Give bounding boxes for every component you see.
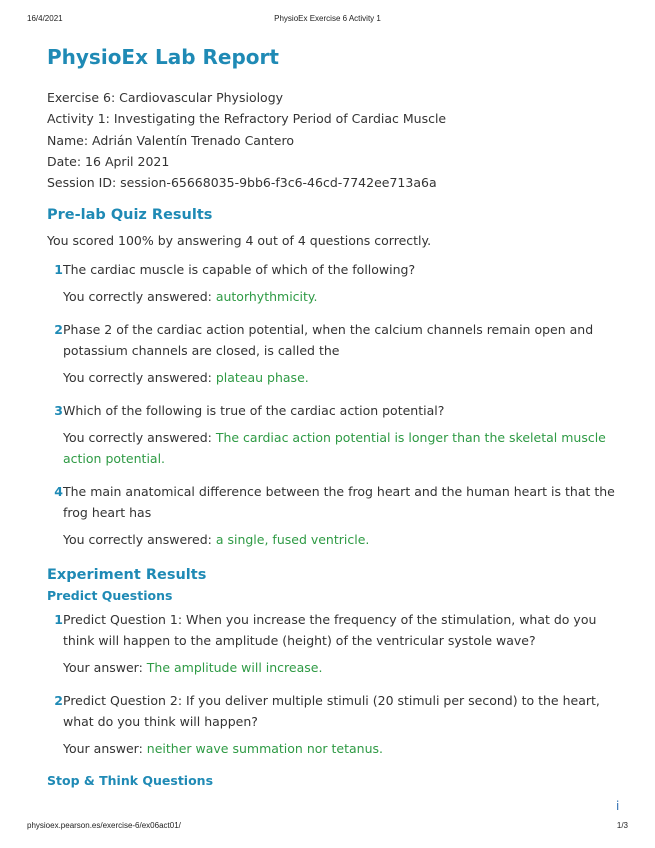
experiment-heading: Experiment Results bbox=[47, 567, 207, 584]
report-title: PhysioEx Lab Report bbox=[47, 45, 279, 69]
question-number: 1 bbox=[54, 262, 63, 278]
answer-prefix: Your answer: bbox=[63, 741, 143, 757]
predict-question-list bbox=[47, 609, 627, 759]
prelab-question-list bbox=[47, 259, 627, 550]
answer-prefix: You correctly answered: bbox=[63, 370, 212, 386]
list-item bbox=[47, 481, 627, 550]
predict-heading: Predict Questions bbox=[47, 588, 173, 604]
name-line: Name: Adrián Valentín Trenado Cantero bbox=[47, 132, 294, 148]
answer-line bbox=[63, 738, 627, 759]
answer-line bbox=[63, 427, 627, 469]
answer-prefix: You correctly answered: bbox=[63, 289, 212, 305]
answer-prefix: Your answer: bbox=[63, 660, 143, 676]
answer-value: plateau phase. bbox=[215, 370, 309, 386]
list-item bbox=[47, 319, 627, 388]
list-item bbox=[47, 609, 627, 678]
list-item bbox=[47, 690, 627, 759]
report-meta bbox=[47, 87, 627, 193]
answer-line bbox=[63, 286, 627, 307]
answer-line bbox=[63, 529, 627, 550]
answer-value: The amplitude will increase. bbox=[146, 660, 323, 676]
print-date: 16/4/2021 bbox=[27, 14, 63, 23]
exercise-line: Exercise 6: Cardiovascular Physiology bbox=[47, 90, 284, 105]
answer-prefix: You correctly answered: bbox=[63, 532, 212, 548]
question-text: Predict Question 1: When you increase the frequency of the stimulation, what do you think will happen to the amplitude (height) of the ventricular systole wave? bbox=[63, 612, 597, 649]
question-text: Which of the following is true of the cardiac action potential? bbox=[63, 403, 445, 419]
answer-value: autorhythmicity. bbox=[215, 289, 318, 305]
question-number: 2 bbox=[54, 322, 63, 338]
list-item bbox=[47, 259, 627, 307]
question-text: Phase 2 of the cardiac action potential, when the calcium channels remain open and potassium channels are closed, is called the bbox=[63, 322, 594, 359]
prelab-score: You scored 100% by answering 4 out of 4 questions correctly. bbox=[47, 233, 432, 249]
stray-mark: i bbox=[616, 799, 620, 813]
question-number: 3 bbox=[54, 403, 63, 419]
stop-think-heading: Stop & Think Questions bbox=[47, 773, 214, 789]
prelab-heading: Pre-lab Quiz Results bbox=[47, 207, 213, 224]
question-number: 2 bbox=[54, 693, 63, 709]
answer-prefix: You correctly answered: bbox=[63, 430, 212, 446]
list-item bbox=[47, 400, 627, 469]
session-line: Session ID: session-65668035-9bb6-f3c6-46cd-7742ee713a6a bbox=[47, 175, 437, 191]
page-number: 1/3 bbox=[616, 821, 628, 830]
answer-value: The cardiac action potential is longer than the skeletal muscle action potential. bbox=[63, 430, 606, 467]
answer-line bbox=[63, 657, 627, 678]
question-number: 4 bbox=[54, 484, 63, 500]
question-text: Predict Question 2: If you deliver multiple stimuli (20 stimuli per second) to the heart, what do you think will happen? bbox=[63, 693, 600, 730]
print-doc-title: PhysioEx Exercise 6 Activity 1 bbox=[274, 14, 381, 23]
question-number: 1 bbox=[54, 612, 63, 628]
answer-value: a single, fused ventricle. bbox=[215, 532, 370, 548]
answer-line bbox=[63, 367, 627, 388]
date-line: Date: 16 April 2021 bbox=[47, 153, 170, 169]
question-text: The cardiac muscle is capable of which of the following? bbox=[63, 262, 416, 278]
report-content bbox=[47, 45, 627, 788]
page-url: physioex.pearson.es/exercise-6/ex06act01/ bbox=[27, 821, 181, 830]
answer-value: neither wave summation nor tetanus. bbox=[146, 741, 383, 757]
activity-line: Activity 1: Investigating the Refractory Period of Cardiac Muscle bbox=[47, 111, 447, 127]
question-text: The main anatomical difference between the frog heart and the human heart is that the frog heart has bbox=[63, 484, 615, 521]
